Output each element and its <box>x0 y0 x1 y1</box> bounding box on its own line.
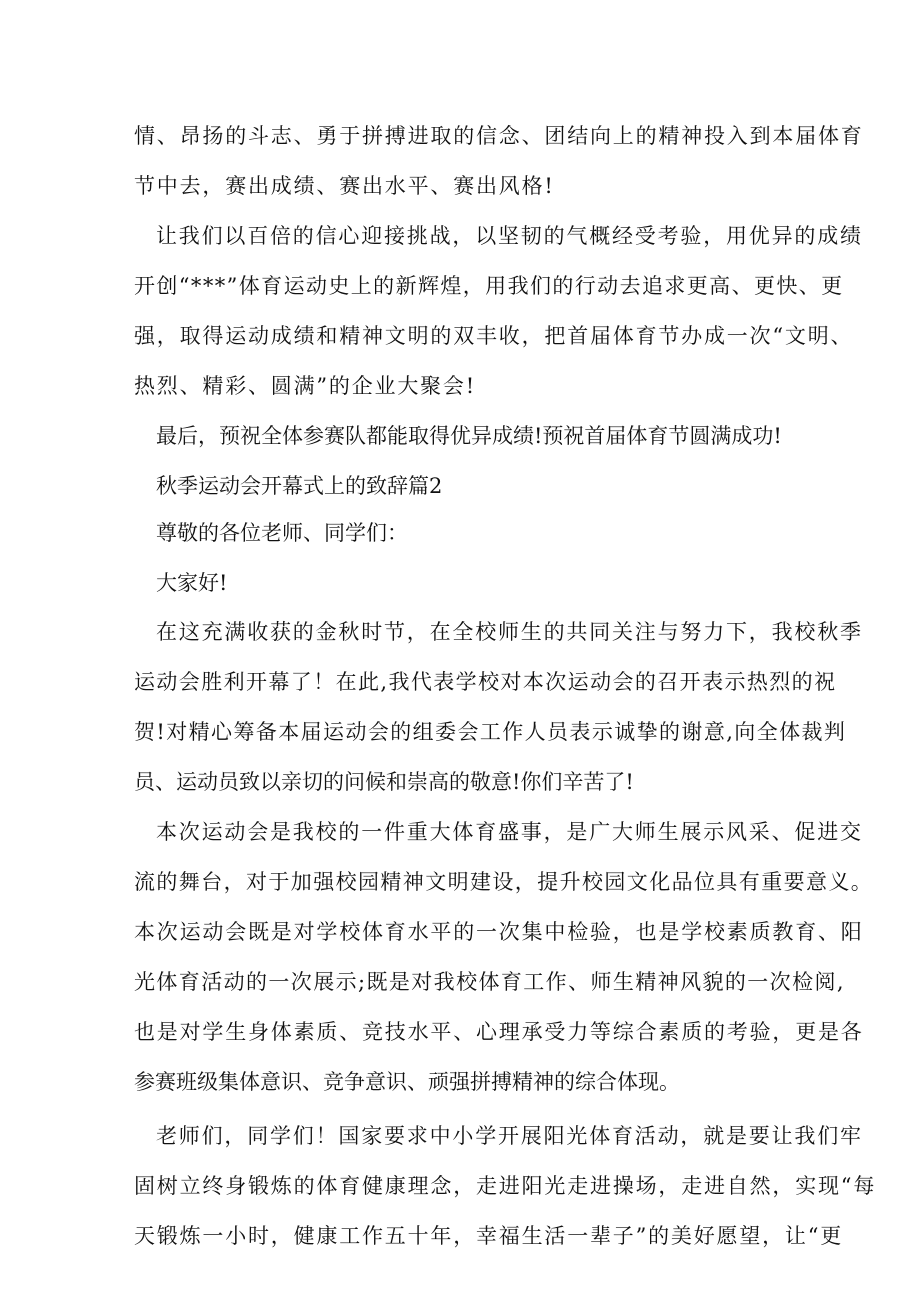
text-line-18: 光体育活动的一次展示;既是对我校体育工作、师生精神风貌的一次检阅, <box>134 970 845 994</box>
text-line-2: 节中去，赛出成绩、赛出水平、赛出风格! <box>134 174 555 198</box>
greeting: 大家好! <box>156 571 228 595</box>
text-line-19: 也是对学生身体素质、竞技水平、心理承受力等综合素质的考验，更是各 <box>134 1020 864 1044</box>
text-line-5: 强，取得运动成绩和精神文明的双丰收，把首届体育节办成一次“文明、 <box>134 324 854 348</box>
text-line-22: 固树立终身锻炼的体育健康理念，走进阳光走进操场，走进自然，实现“每 <box>134 1174 877 1198</box>
text-line-15: 本次运动会是我校的一件重大体育盛事，是广大师生展示风采、促进交 <box>156 820 863 844</box>
text-line-12: 运动会胜利开幕了！在此,我代表学校对本次运动会的召开表示热烈的祝 <box>134 670 837 694</box>
text-line-14: 员、运动员致以亲切的问候和崇高的敬意!你们辛苦了! <box>134 770 634 794</box>
text-line-1: 情、昂扬的斗志、勇于拼搏进取的信念、团结向上的精神投入到本届体育 <box>134 124 864 148</box>
text-line-3: 让我们以百倍的信心迎接挑战，以坚韧的气概经受考验，用优异的成绩 <box>156 224 863 248</box>
text-line-21: 老师们，同学们！国家要求中小学开展阳光体育活动，就是要让我们牢 <box>156 1124 863 1148</box>
text-line-20: 参赛班级集体意识、竞争意识、顽强拼搏精神的综合体现。 <box>134 1070 680 1094</box>
text-line-17: 本次运动会既是对学校体育水平的一次集中检验，也是学校素质教育、阳 <box>134 920 864 944</box>
salutation: 尊敬的各位老师、同学们： <box>156 521 408 545</box>
text-line-13: 贺!对精心筹备本届运动会的组委会工作人员表示诚挚的谢意,向全体裁判 <box>134 720 847 744</box>
text-line-16: 流的舞台，对于加强校园精神文明建设，提升校园文化品位具有重要意义。 <box>134 870 874 894</box>
text-line-6: 热烈、精彩、圆满”的企业大聚会! <box>134 374 476 398</box>
section-heading: 秋季运动会开幕式上的致辞篇2 <box>156 474 443 498</box>
text-line-4: 开创“***”体育运动史上的新辉煌，用我们的行动去追求更高、更快、更 <box>134 274 844 298</box>
text-line-23: 天锻炼一小时，健康工作五十年，幸福生活一辈子”的美好愿望，让“更 <box>134 1224 844 1248</box>
text-line-7: 最后，预祝全体参赛队都能取得优异成绩!预祝首届体育节圆满成功! <box>156 424 782 448</box>
text-line-11: 在这充满收获的金秋时节，在全校师生的共同关注与努力下，我校秋季 <box>156 620 863 644</box>
